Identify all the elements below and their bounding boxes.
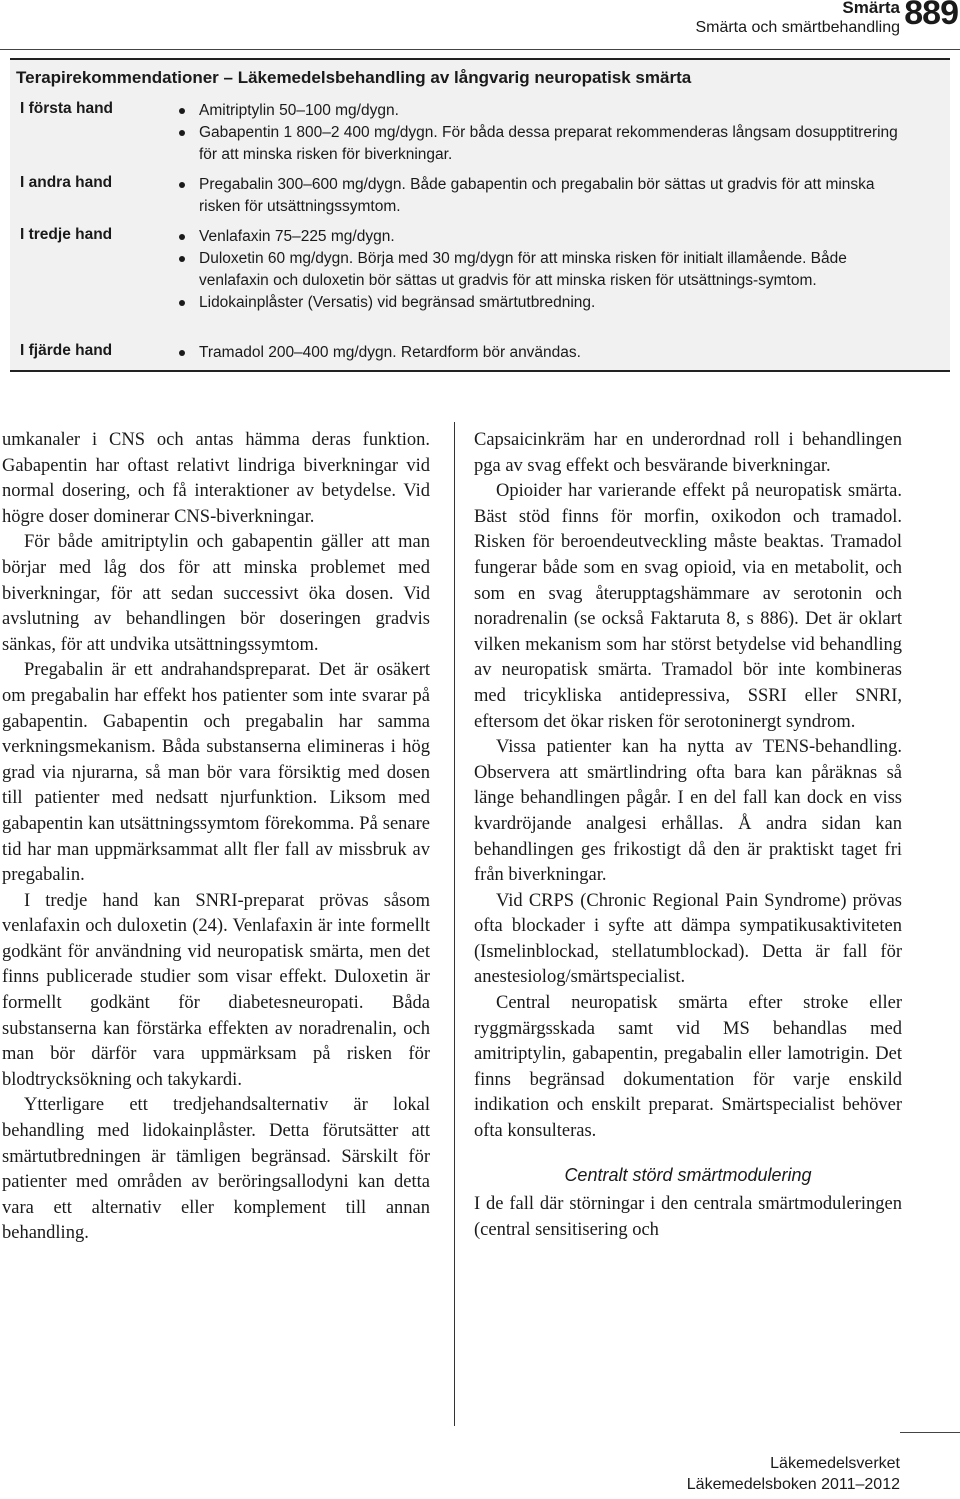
list-item: Venlafaxin 75–225 mg/dygn.	[179, 226, 919, 248]
section-title: Smärta och smärtbehandling	[695, 19, 900, 36]
list-item: Amitriptylin 50–100 mg/dygn.	[179, 100, 919, 122]
box-top-rule	[10, 58, 950, 60]
bullet-icon	[179, 300, 185, 306]
therapy-recommendation-box	[10, 58, 950, 372]
list-item: Tramadol 200–400 mg/dygn. Retardform bör användas.	[179, 342, 919, 364]
body-paragraph: I de fall där störningar i den centrala smärtmoduleringen (central sensitisering och	[474, 1194, 902, 1240]
body-paragraph: I tredje hand kan SNRI-preparat prövas såsom venlafaxin och duloxetin (24). Venlafaxin är inte formellt godkänt för användning vid neuropatisk smärta, men det finns publicerade studier som visar effekt. Duloxetin är formellt godkänt för diabetesneuropati. Båda substanserna kan förstärka effekten av noradrenalin, och man bör därför vara uppmärksam på risken för blodtrycksökning och takykardi.	[2, 890, 430, 1090]
column-divider	[454, 422, 455, 1426]
list-item: Duloxetin 60 mg/dygn. Börja med 30 mg/dygn för att minska risken för initialt illamående. Både venlafaxin och duloxetin bör sättas ut gradvis för att minska risken för utsättnings-symtom.	[179, 248, 919, 292]
box-bottom-rule	[10, 370, 950, 372]
list-item: Gabapentin 1 800–2 400 mg/dygn. För båda dessa preparat rekommenderas långsam dosupptitrering för att minska risken för biverkningar.	[179, 122, 919, 166]
body-paragraph: Vid CRPS (Chronic Regional Pain Syndrome) prövas ofta blockader i syfte att dämpa sympatikusaktiviteten (Ismelinblockad, stellatumblockad). Detta är fall för anestesiolog/smärtspecialist.	[474, 890, 902, 988]
bullet-icon	[179, 130, 185, 136]
page-header	[0, 0, 960, 50]
row-label: I tredje hand	[20, 226, 113, 243]
bullet-icon	[179, 350, 185, 356]
footer-rule	[900, 1432, 960, 1433]
bullet-icon	[179, 256, 185, 262]
body-paragraph: Central neuropatisk smärta efter stroke eller ryggmärgsskada samt vid MS behandlas med amitriptylin, gabapentin, pregabalin eller lamotrigin. Det finns begränsad dokumentation för varje enskild indikation och enskilt preparat. Smärtspecialist behöver ofta konsulteras.	[474, 993, 902, 1142]
bullet-icon	[179, 108, 185, 114]
section-subheading: Centralt störd smärtmodulering	[564, 1164, 812, 1185]
header-rule	[0, 49, 960, 50]
body-paragraph: Pregabalin är ett andrahandspreparat. Det är osäkert om pregabalin har effekt hos patienter som inte svarar på gabapentin. Gabapentin och pregabalin har samma verkningsmekanism. Båda substanserna elimineras i hög grad via njurarna, så man bör vara försiktig med dosen till patienter med nedsatt njurfunktion. Liksom med gabapentin kan utsättningssymtom förekomma. På senare tid har man uppmärksammat allt fler fall av missbruk av pregabalin.	[2, 660, 430, 886]
chapter-title: Smärta	[842, 0, 900, 17]
page-number: 889	[904, 0, 958, 32]
body-paragraph: Capsaicinkräm har en underordnad roll i behandlingen pga av svag effekt och besvärande biverkningar.	[474, 430, 902, 476]
body-paragraph: Ytterligare ett tredjehandsalternativ är lokal behandling med lidokainplåster. Detta förutsätter att smärtutbredningen är tämligen begränsad. Särskilt för patienter med områden av beröringsallodyni kan detta vara ett alternativ eller komplement till annan behandling.	[2, 1095, 430, 1244]
left-column	[2, 428, 430, 1247]
bullet-icon	[179, 234, 185, 240]
list-item: Pregabalin 300–600 mg/dygn. Både gabapentin och pregabalin bör sättas ut gradvis för att minska risken för utsättningssymtom.	[179, 174, 919, 218]
body-paragraph: Opioider har varierande effekt på neuropatisk smärta. Bäst stöd finns för morfin, oxikodon och tramadol. Risken för beroendeutveckling måste beaktas. Tramadol fungerar både som en svag opioid, via en metabolit, och som en svag återupptagshämmare av serotonin och noradrenalin (se också Faktaruta 8, s 886). Det är oklart vilken mekanism som har störst betydelse vid behandling av neuropatisk smärta. Tramadol bör inte kombineras med tricykliska antidepressiva, SSRI eller SNRI, eftersom det ökar risken för serotoninergt syndrom.	[474, 481, 902, 732]
right-column	[474, 428, 902, 1243]
body-paragraph: För både amitriptylin och gabapentin gäller att man börjar med låg dos för att minska problemet med biverkningar, för att sedan successivt öka dosen. Vid avslutning av behandlingen bör doseringen gradvis sänkas, för att undvika utsättningssymtom.	[2, 532, 430, 655]
book-title: Läkemedelsboken 2011–2012	[686, 1476, 900, 1493]
bullet-icon	[179, 182, 185, 188]
row-label: I andra hand	[20, 174, 113, 191]
body-paragraph: Vissa patienter kan ha nytta av TENS-behandling. Observera att smärtlindring ofta bara kan påräknas så länge behandlingen pågår. I en del fall kan dock en viss kvardröjande analgesi erhållas. Å andra sidan kan behandlingen ges frikostigt då den är praktiskt taget fri från biverkningar.	[474, 737, 902, 886]
body-paragraph: umkanaler i CNS och antas hämma deras funktion. Gabapentin har oftast relativt lindriga biverkningar vid normal dosering, och få interaktioner av betydelse. Vid högre doser dominerar CNS-biverkningar.	[2, 430, 430, 527]
box-title: Terapirekommendationer – Läkemedelsbehandling av långvarig neuropatisk smärta	[16, 68, 692, 87]
row-label: I fjärde hand	[20, 342, 113, 359]
list-item: Lidokainplåster (Versatis) vid begränsad smärtutbredning.	[179, 292, 919, 314]
row-label: I första hand	[20, 100, 114, 117]
publisher-name: Läkemedelsverket	[770, 1455, 900, 1472]
